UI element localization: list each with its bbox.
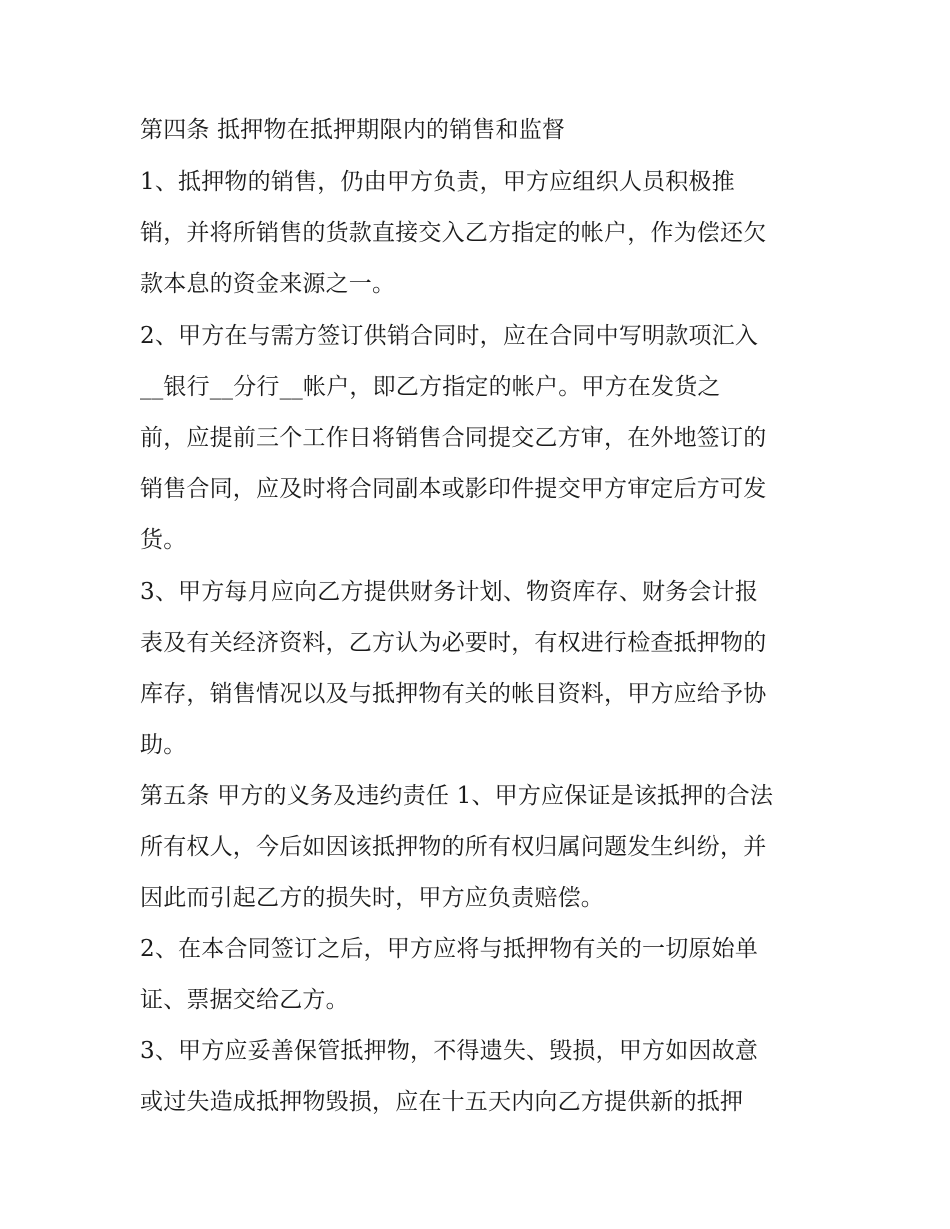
paragraph-line: 或过失造成抵押物毁损，应在十五天内向乙方提供新的抵押 (140, 1089, 744, 1115)
paragraph-line: 款本息的资金来源之一。 (140, 271, 396, 297)
paragraph-line: 所有权人，今后如因该抵押物的所有权归属问题发生纠纷，并 (140, 834, 767, 860)
paragraph-line: 前，应提前三个工作日将销售合同提交乙方审，在外地签订的 (140, 425, 767, 451)
paragraph-line: 因此而引起乙方的损失时，甲方应负责赔偿。 (140, 885, 604, 911)
paragraph-line: 表及有关经济资料，乙方认为必要时，有权进行检查抵押物的 (140, 630, 767, 656)
paragraph-line: 3、甲方应妥善保管抵押物，不得遗失、毁损，甲方如因故意 (140, 1038, 759, 1064)
paragraph-line: 1、抵押物的销售，仍由甲方负责，甲方应组织人员积极推 (140, 169, 735, 195)
paragraph-line: 2、甲方在与需方签订供销合同时，应在合同中写明款项汇入 (140, 323, 759, 349)
paragraph-line: 证、票据交给乙方。 (140, 987, 349, 1013)
paragraph-line: 库存，销售情况以及与抵押物有关的帐目资料，甲方应给予协 (140, 681, 767, 707)
paragraph-line: 3、甲方每月应向乙方提供财务计划、物资库存、财务会计报 (140, 579, 759, 605)
article-5-heading: 第五条 甲方的义务及违约责任 1、甲方应保证是该抵押的合法 (140, 783, 774, 809)
paragraph-line: 助。 (140, 732, 187, 758)
paragraph-line: 货。 (140, 527, 187, 553)
paragraph-line: 销售合同，应及时将合同副本或影印件提交甲方审定后方可发 (140, 476, 767, 502)
paragraph-line: 2、在本合同签订之后，甲方应将与抵押物有关的一切原始单 (140, 936, 759, 962)
paragraph-line: 销，并将所销售的货款直接交入乙方指定的帐户，作为偿还欠 (140, 220, 767, 246)
paragraph-line: __银行__分行__帐户，即乙方指定的帐户。甲方在发货之 (140, 374, 721, 400)
article-4-heading: 第四条 抵押物在抵押期限内的销售和监督 (140, 117, 566, 143)
